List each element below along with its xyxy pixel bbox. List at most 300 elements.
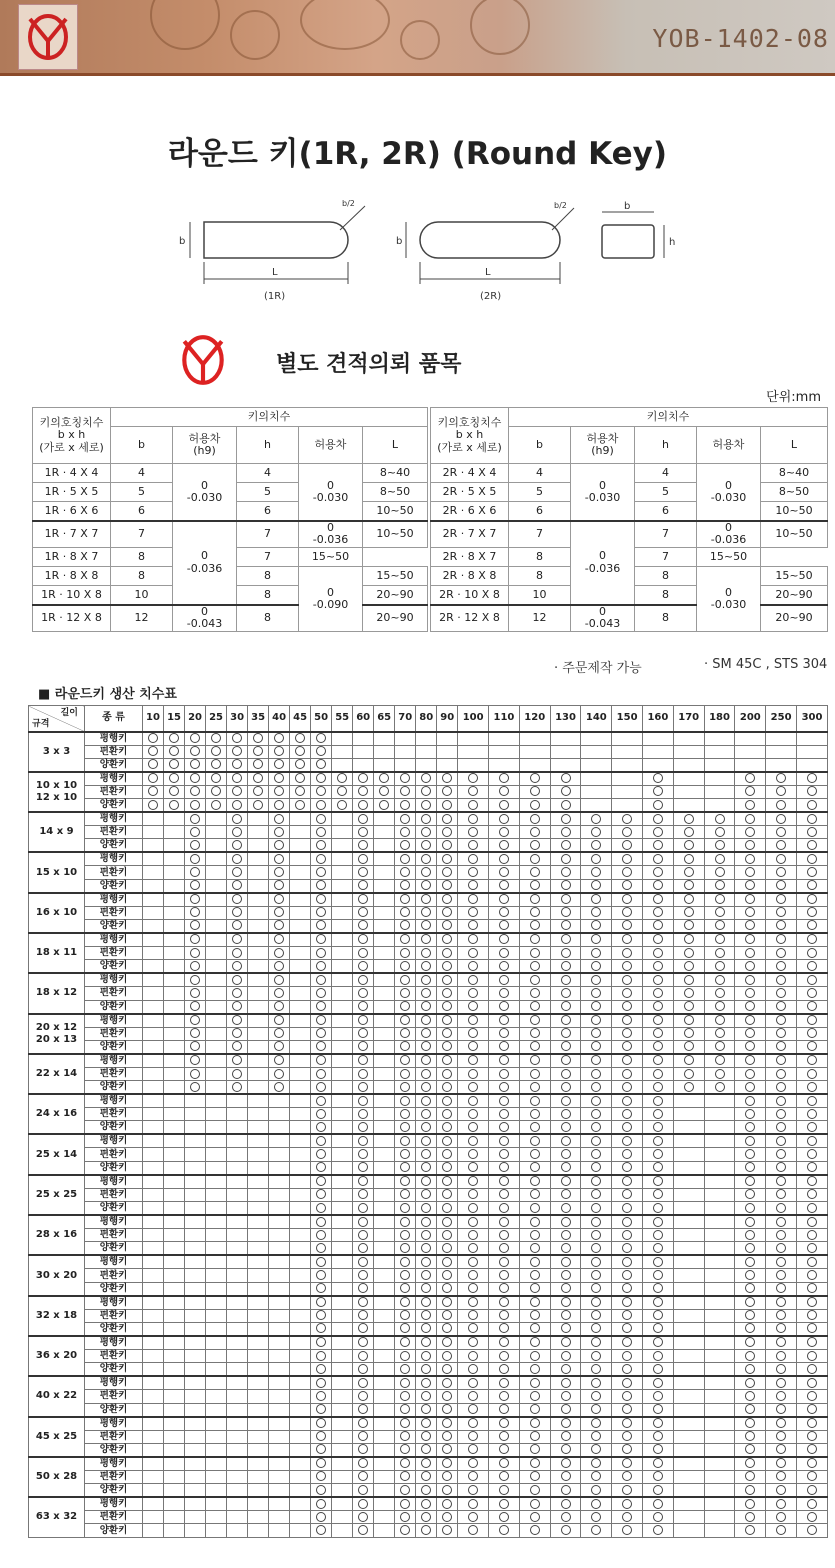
- availability-cell: [395, 1497, 416, 1511]
- available-circle-icon: [530, 1471, 540, 1481]
- availability-cell: [673, 772, 704, 786]
- availability-cell: [735, 1229, 766, 1242]
- availability-cell: [185, 987, 206, 1000]
- available-circle-icon: [684, 907, 694, 917]
- type-header: 종 류: [85, 706, 143, 732]
- availability-cell: [643, 1349, 674, 1362]
- availability-cell: [519, 893, 550, 907]
- available-circle-icon: [653, 1055, 663, 1065]
- available-circle-icon: [421, 1283, 431, 1293]
- availability-cell: [766, 960, 797, 974]
- availability-cell: [395, 1524, 416, 1537]
- availability-cell: [643, 960, 674, 974]
- availability-cell: [185, 1014, 206, 1028]
- table-row: [29, 1202, 828, 1216]
- availability-cell: [416, 1376, 437, 1390]
- availability-cell: [143, 1188, 164, 1201]
- availability-cell: [612, 1014, 643, 1028]
- availability-cell: [437, 893, 458, 907]
- size-cell: 24 x 16: [29, 1094, 85, 1134]
- availability-cell: [550, 1081, 581, 1095]
- table-row: [29, 1094, 828, 1108]
- available-circle-icon: [400, 1351, 410, 1361]
- availability-cell: [143, 1457, 164, 1471]
- availability-cell: [227, 946, 248, 959]
- availability-cell: [332, 879, 353, 893]
- availability-cell: [704, 1349, 735, 1362]
- available-circle-icon: [421, 1122, 431, 1132]
- availability-cell: [519, 1000, 550, 1014]
- availability-cell: [269, 1094, 290, 1108]
- availability-cell: [269, 745, 290, 758]
- availability-cell: [416, 960, 437, 974]
- availability-cell: [437, 919, 458, 933]
- available-circle-icon: [442, 1310, 452, 1320]
- availability-cell: [519, 933, 550, 947]
- availability-cell: [227, 1121, 248, 1135]
- available-circle-icon: [358, 988, 368, 998]
- availability-cell: [437, 1390, 458, 1403]
- availability-cell: [227, 987, 248, 1000]
- available-circle-icon: [468, 1041, 478, 1051]
- available-circle-icon: [358, 840, 368, 850]
- available-circle-icon: [591, 1404, 601, 1414]
- available-circle-icon: [400, 1176, 410, 1186]
- availability-cell: [489, 1269, 520, 1282]
- availability-cell: [206, 1484, 227, 1498]
- availability-cell: [612, 1417, 643, 1431]
- availability-cell: [766, 1054, 797, 1068]
- availability-cell: [395, 1457, 416, 1471]
- availability-cell: [416, 745, 437, 758]
- availability-cell: [227, 852, 248, 866]
- availability-cell: [332, 1430, 353, 1443]
- available-circle-icon: [807, 1176, 817, 1186]
- available-circle-icon: [807, 1243, 817, 1253]
- availability-cell: [550, 1108, 581, 1121]
- type-cell: 평행키: [85, 772, 143, 786]
- availability-cell: [164, 1484, 185, 1498]
- availability-cell: [612, 933, 643, 947]
- availability-cell: [550, 1484, 581, 1498]
- available-circle-icon: [561, 1055, 571, 1065]
- availability-cell: [416, 1524, 437, 1537]
- availability-cell: [612, 1134, 643, 1148]
- available-circle-icon: [316, 786, 326, 796]
- availability-cell: [395, 960, 416, 974]
- availability-cell: [416, 1296, 437, 1310]
- h-cell: 8: [635, 605, 697, 632]
- table-row: [29, 799, 828, 813]
- available-circle-icon: [530, 907, 540, 917]
- available-circle-icon: [776, 920, 786, 930]
- available-circle-icon: [561, 961, 571, 971]
- availability-cell: [290, 1390, 311, 1403]
- available-circle-icon: [622, 1096, 632, 1106]
- availability-cell: [766, 745, 797, 758]
- available-circle-icon: [232, 920, 242, 930]
- availability-cell: [353, 1336, 374, 1350]
- availability-cell: [374, 1497, 395, 1511]
- available-circle-icon: [400, 1082, 410, 1092]
- availability-cell: [437, 933, 458, 947]
- available-circle-icon: [530, 814, 540, 824]
- available-circle-icon: [421, 1203, 431, 1213]
- availability-cell: [766, 1040, 797, 1054]
- type-cell: 평행키: [85, 1054, 143, 1068]
- availability-cell: [581, 1054, 612, 1068]
- b-cell: 7: [111, 521, 173, 548]
- available-circle-icon: [561, 1391, 571, 1401]
- availability-cell: [673, 785, 704, 798]
- availability-cell: [489, 732, 520, 746]
- availability-cell: [489, 1363, 520, 1377]
- availability-cell: [374, 758, 395, 772]
- availability-cell: [290, 1202, 311, 1216]
- availability-cell: [735, 1121, 766, 1135]
- availability-cell: [489, 1390, 520, 1403]
- availability-cell: [416, 1108, 437, 1121]
- available-circle-icon: [379, 773, 389, 783]
- availability-cell: [164, 1470, 185, 1483]
- availability-cell: [643, 893, 674, 907]
- available-circle-icon: [561, 840, 571, 850]
- availability-cell: [673, 1121, 704, 1135]
- availability-cell: [458, 1188, 489, 1201]
- availability-cell: [290, 1524, 311, 1537]
- available-circle-icon: [232, 800, 242, 810]
- availability-cell: [311, 1296, 332, 1310]
- nominal-cell: 1R · 12 X 8: [33, 605, 111, 632]
- type-cell: 양환키: [85, 1040, 143, 1054]
- availability-cell: [353, 1054, 374, 1068]
- available-circle-icon: [530, 840, 540, 850]
- available-circle-icon: [190, 759, 200, 769]
- availability-cell: [395, 839, 416, 853]
- available-circle-icon: [622, 867, 632, 877]
- availability-cell: [458, 893, 489, 907]
- availability-cell: [489, 1000, 520, 1014]
- availability-cell: [185, 772, 206, 786]
- available-circle-icon: [776, 854, 786, 864]
- available-circle-icon: [499, 1404, 509, 1414]
- availability-cell: [550, 1215, 581, 1229]
- availability-cell: [164, 1497, 185, 1511]
- availability-cell: [248, 745, 269, 758]
- availability-cell: [269, 1336, 290, 1350]
- availability-cell: [643, 812, 674, 826]
- tol-h-cell: 0 -0.090: [299, 567, 363, 632]
- available-circle-icon: [442, 1136, 452, 1146]
- available-circle-icon: [653, 1297, 663, 1307]
- availability-cell: [269, 1376, 290, 1390]
- availability-cell: [206, 1390, 227, 1403]
- availability-cell: [489, 1470, 520, 1483]
- L-cell: 20~90: [761, 605, 828, 632]
- availability-cell: [458, 799, 489, 813]
- available-circle-icon: [745, 1485, 755, 1495]
- available-circle-icon: [561, 1512, 571, 1522]
- availability-cell: [311, 1188, 332, 1201]
- available-circle-icon: [745, 814, 755, 824]
- availability-cell: [185, 933, 206, 947]
- availability-cell: [735, 1027, 766, 1040]
- availability-cell: [437, 1161, 458, 1175]
- availability-cell: [374, 1161, 395, 1175]
- availability-cell: [673, 1443, 704, 1457]
- notice-text: 별도 견적의뢰 품목: [276, 352, 462, 377]
- availability-cell: [581, 1497, 612, 1511]
- diagram-L-label: L: [272, 267, 278, 278]
- availability-cell: [353, 1027, 374, 1040]
- available-circle-icon: [530, 1512, 540, 1522]
- availability-cell: [353, 1363, 374, 1377]
- available-circle-icon: [591, 1001, 601, 1011]
- available-circle-icon: [499, 1055, 509, 1065]
- available-circle-icon: [468, 1257, 478, 1267]
- availability-cell: [704, 1296, 735, 1310]
- L-cell: 15~50: [697, 548, 761, 567]
- header-banner: [0, 0, 835, 76]
- size-cell: 3 x 3: [29, 732, 85, 772]
- availability-cell: [643, 1067, 674, 1080]
- availability-cell: [735, 1202, 766, 1216]
- availability-cell: [612, 1309, 643, 1322]
- available-circle-icon: [232, 1015, 242, 1025]
- availability-cell: [735, 1336, 766, 1350]
- availability-cell: [248, 1511, 269, 1524]
- available-circle-icon: [421, 1136, 431, 1146]
- type-cell: 편환키: [85, 1108, 143, 1121]
- available-circle-icon: [442, 1122, 452, 1132]
- availability-cell: [269, 1014, 290, 1028]
- availability-cell: [290, 893, 311, 907]
- available-circle-icon: [807, 1418, 817, 1428]
- available-circle-icon: [653, 1015, 663, 1025]
- available-circle-icon: [745, 1069, 755, 1079]
- availability-cell: [797, 987, 828, 1000]
- availability-cell: [550, 1349, 581, 1362]
- available-circle-icon: [745, 907, 755, 917]
- availability-cell: [673, 732, 704, 746]
- availability-cell: [797, 785, 828, 798]
- available-circle-icon: [561, 1323, 571, 1333]
- availability-cell: [489, 1336, 520, 1350]
- availability-cell: [395, 1484, 416, 1498]
- availability-cell: [374, 1134, 395, 1148]
- availability-cell: [797, 1296, 828, 1310]
- available-circle-icon: [468, 1364, 478, 1374]
- available-circle-icon: [316, 907, 326, 917]
- available-circle-icon: [622, 934, 632, 944]
- available-circle-icon: [468, 1162, 478, 1172]
- size-cell: 25 x 14: [29, 1134, 85, 1174]
- available-circle-icon: [358, 1082, 368, 1092]
- available-circle-icon: [530, 1458, 540, 1468]
- availability-cell: [519, 1148, 550, 1161]
- availability-cell: [458, 1054, 489, 1068]
- availability-cell: [290, 1430, 311, 1443]
- availability-cell: [673, 893, 704, 907]
- availability-cell: [581, 1215, 612, 1229]
- availability-cell: [374, 933, 395, 947]
- available-circle-icon: [421, 988, 431, 998]
- available-circle-icon: [442, 1041, 452, 1051]
- availability-cell: [185, 1376, 206, 1390]
- available-circle-icon: [358, 1149, 368, 1159]
- availability-cell: [332, 893, 353, 907]
- L-cell: 15~50: [299, 548, 363, 567]
- available-circle-icon: [807, 1444, 817, 1454]
- availability-cell: [248, 1363, 269, 1377]
- availability-cell: [550, 946, 581, 959]
- availability-cell: [164, 1081, 185, 1095]
- available-circle-icon: [591, 1122, 601, 1132]
- b-cell: 12: [509, 605, 571, 632]
- table-row: [29, 933, 828, 947]
- availability-cell: [550, 1242, 581, 1256]
- availability-cell: [797, 1470, 828, 1483]
- availability-cell: [374, 745, 395, 758]
- availability-cell: [458, 1040, 489, 1054]
- availability-cell: [704, 1161, 735, 1175]
- type-cell: 평행키: [85, 973, 143, 987]
- availability-cell: [489, 1229, 520, 1242]
- available-circle-icon: [653, 840, 663, 850]
- availability-cell: [643, 852, 674, 866]
- availability-cell: [612, 1470, 643, 1483]
- available-circle-icon: [715, 1001, 725, 1011]
- type-cell: 양환키: [85, 758, 143, 772]
- document-code: YOB-1402-08: [652, 24, 829, 53]
- available-circle-icon: [442, 1082, 452, 1092]
- available-circle-icon: [400, 1418, 410, 1428]
- availability-cell: [797, 946, 828, 959]
- availability-cell: [164, 879, 185, 893]
- availability-cell: [206, 1161, 227, 1175]
- availability-cell: [143, 1215, 164, 1229]
- availability-cell: [766, 987, 797, 1000]
- availability-cell: [143, 1175, 164, 1189]
- nominal-cell: 2R · 5 X 5: [431, 483, 509, 502]
- length-header: 80: [416, 706, 437, 732]
- available-circle-icon: [530, 975, 540, 985]
- availability-cell: [704, 758, 735, 772]
- available-circle-icon: [776, 786, 786, 796]
- availability-cell: [458, 1470, 489, 1483]
- availability-cell: [395, 826, 416, 839]
- available-circle-icon: [807, 1471, 817, 1481]
- length-header: 150: [612, 706, 643, 732]
- availability-cell: [581, 893, 612, 907]
- available-circle-icon: [776, 800, 786, 810]
- availability-cell: [143, 1309, 164, 1322]
- available-circle-icon: [400, 1485, 410, 1495]
- type-cell: 평행키: [85, 1376, 143, 1390]
- availability-cell: [248, 1390, 269, 1403]
- availability-cell: [581, 1040, 612, 1054]
- available-circle-icon: [807, 1499, 817, 1509]
- available-circle-icon: [499, 1323, 509, 1333]
- availability-cell: [673, 1014, 704, 1028]
- availability-cell: [797, 1376, 828, 1390]
- available-circle-icon: [622, 907, 632, 917]
- availability-cell: [643, 919, 674, 933]
- availability-cell: [206, 1027, 227, 1040]
- available-circle-icon: [745, 773, 755, 783]
- availability-cell: [185, 1282, 206, 1296]
- availability-cell: [416, 1067, 437, 1080]
- availability-cell: [248, 1000, 269, 1014]
- availability-cell: [766, 1148, 797, 1161]
- availability-cell: [612, 1161, 643, 1175]
- availability-cell: [374, 785, 395, 798]
- available-circle-icon: [653, 854, 663, 864]
- available-circle-icon: [530, 1418, 540, 1428]
- availability-cell: [550, 772, 581, 786]
- availability-cell: [269, 1524, 290, 1537]
- available-circle-icon: [232, 948, 242, 958]
- availability-cell: [643, 1255, 674, 1269]
- available-circle-icon: [807, 1096, 817, 1106]
- availability-cell: [416, 866, 437, 879]
- availability-cell: [458, 1161, 489, 1175]
- availability-cell: [643, 933, 674, 947]
- note-material: · SM 45C , STS 304: [704, 657, 828, 672]
- available-circle-icon: [316, 1297, 326, 1307]
- availability-cell: [489, 852, 520, 866]
- availability-cell: [704, 1282, 735, 1296]
- availability-cell: [735, 1242, 766, 1256]
- availability-cell: [735, 799, 766, 813]
- available-circle-icon: [232, 907, 242, 917]
- availability-cell: [206, 1040, 227, 1054]
- available-circle-icon: [190, 840, 200, 850]
- availability-cell: [269, 1040, 290, 1054]
- available-circle-icon: [776, 1230, 786, 1240]
- availability-cell: [581, 879, 612, 893]
- availability-cell: [458, 1497, 489, 1511]
- available-circle-icon: [468, 961, 478, 971]
- available-circle-icon: [745, 1297, 755, 1307]
- availability-cell: [395, 812, 416, 826]
- available-circle-icon: [561, 1283, 571, 1293]
- size-cell: 22 x 14: [29, 1054, 85, 1094]
- availability-cell: [206, 1242, 227, 1256]
- availability-cell: [311, 1417, 332, 1431]
- available-circle-icon: [591, 1512, 601, 1522]
- availability-cell: [437, 1336, 458, 1350]
- availability-cell: [164, 1524, 185, 1537]
- available-circle-icon: [442, 894, 452, 904]
- availability-cell: [311, 785, 332, 798]
- availability-cell: [227, 1040, 248, 1054]
- availability-cell: [269, 1054, 290, 1068]
- availability-cell: [353, 906, 374, 919]
- availability-cell: [489, 799, 520, 813]
- L-cell: 15~50: [363, 567, 428, 586]
- availability-cell: [185, 839, 206, 853]
- availability-cell: [353, 1000, 374, 1014]
- availability-cell: [311, 852, 332, 866]
- available-circle-icon: [807, 1109, 817, 1119]
- available-circle-icon: [421, 800, 431, 810]
- available-circle-icon: [190, 773, 200, 783]
- availability-cell: [248, 812, 269, 826]
- availability-cell: [143, 1443, 164, 1457]
- availability-cell: [519, 1027, 550, 1040]
- available-circle-icon: [316, 1243, 326, 1253]
